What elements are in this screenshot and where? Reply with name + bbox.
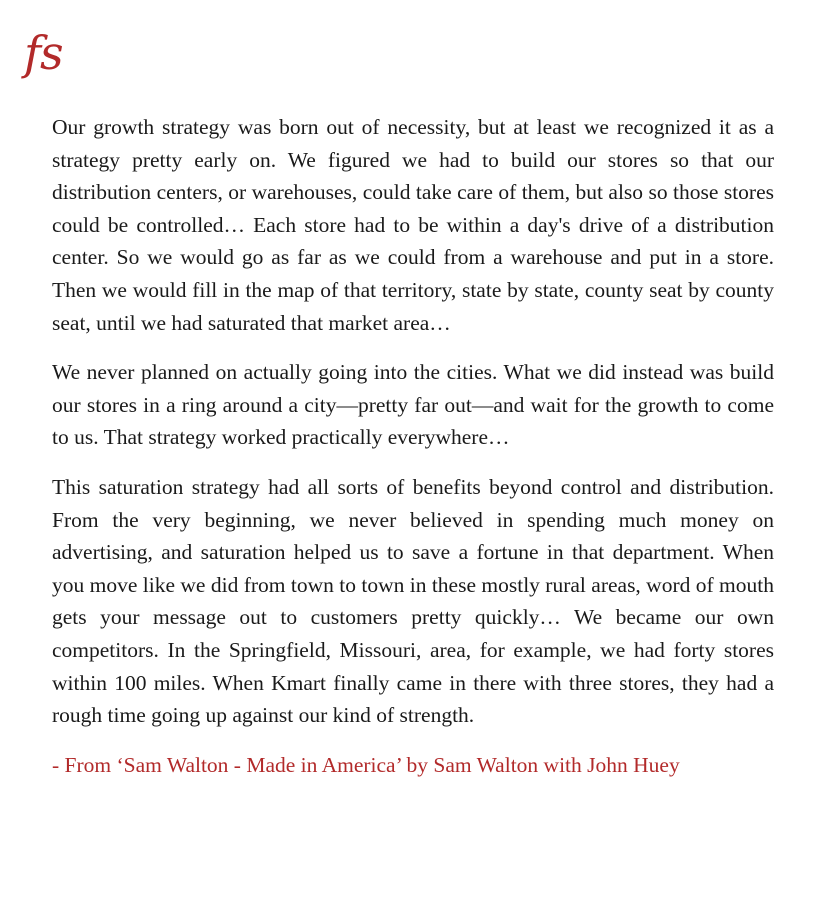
- quote-paragraph-2: We never planned on actually going into the cities. What we did instead was build our stores in a ring around a city—pretty far out—and wait for the growth to come to us. That strategy worked practically everywhere…: [52, 360, 774, 450]
- quote-block: [52, 111, 774, 781]
- quote-paragraph-3: This saturation strategy had all sorts of benefits beyond control and distribution. From the very beginning, we never believed in spending much money on advertising, and saturation helped us to save a fortune in that department. When you move like we did from town to town in these mostly rural areas, word of mouth gets your message out to customers pretty quickly… We became our own competitors. In the Springfield, Missouri, area, for example, we had forty stores within 100 miles. When Kmart finally came in there with three stores, they had a rough time going up against our kind of strength.: [52, 474, 774, 728]
- quote-attribution: - From ‘Sam Walton - Made in America’ by Sam Walton with John Huey: [52, 752, 680, 777]
- fs-logo: fs: [24, 26, 63, 80]
- quote-paragraph-1: Our growth strategy was born out of necessity, but at least we recognized it as a strategy pretty early on. We figured we had to build our stores so that our distribution centers, or warehouses, could take care of them, but also so those stores could be controlled… Each store had to be within a day's drive of a distribution center. So we would go as far as we could from a warehouse and put in a store. Then we would fill in the map of that territory, state by state, county seat by county seat, until we had saturated that market area…: [52, 115, 774, 335]
